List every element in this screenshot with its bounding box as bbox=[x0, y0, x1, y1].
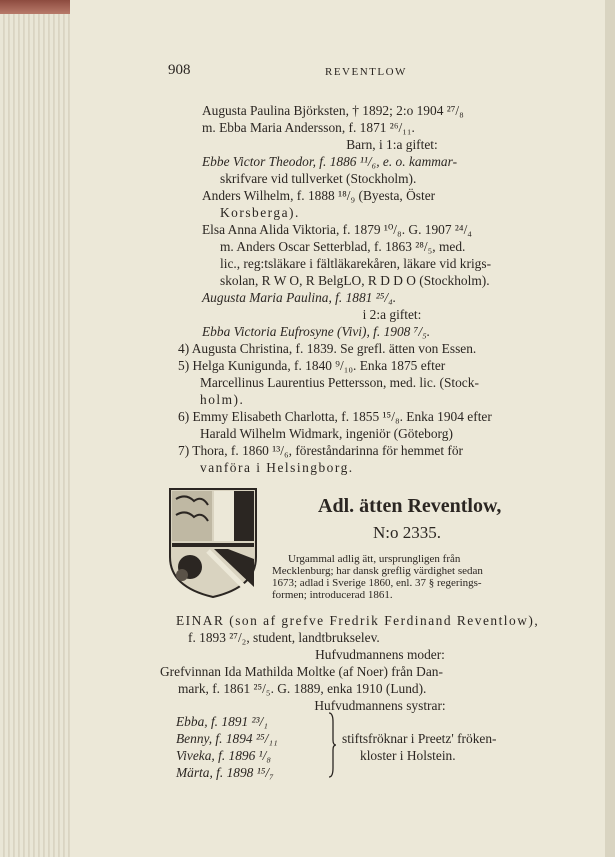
family-title: Adl. ätten Reventlow, bbox=[318, 495, 502, 517]
subheading: Barn, i 1:a giftet: bbox=[346, 137, 438, 152]
sister-entry: Benny, f. 1894 ²⁵/₁₁ bbox=[176, 731, 278, 746]
text-line: m. Ebba Maria Andersson, f. 1871 ²⁶/₁₁. bbox=[202, 120, 415, 135]
text-line: 6) Emmy Elisabeth Charlotta, f. 1855 ¹⁵/₈. Enka 1904 efter bbox=[178, 409, 492, 424]
text-line: 4) Augusta Christina, f. 1839. Se grefl. ätten von Essen. bbox=[178, 341, 477, 356]
coat-of-arms-icon bbox=[168, 487, 258, 599]
text-line: Augusta Paulina Björksten, † 1892; 2:o 1904 ²⁷/₈ bbox=[202, 103, 464, 118]
text-line: Elsa Anna Alida Viktoria, f. 1879 ¹⁰/₈. G. 1907 ²⁴/₄ bbox=[202, 222, 472, 237]
text-line: skrifvare vid tullverket (Stockholm). bbox=[220, 171, 417, 186]
page-number: 908 bbox=[168, 62, 191, 78]
family-number: N:o 2335. bbox=[373, 523, 441, 542]
book-page bbox=[70, 0, 610, 857]
entry-line: EINAR (son af grefve Fredrik Ferdinand Reventlow), bbox=[176, 613, 540, 628]
text-line: 5) Helga Kunigunda, f. 1840 ⁹/₁₀. Enka 1875 efter bbox=[178, 358, 446, 373]
book-page-edges bbox=[0, 0, 70, 857]
entry-line: f. 1893 ²⁷/₂, student, landtbrukselev. bbox=[188, 630, 380, 645]
origin-line: formen; introducerad 1861. bbox=[272, 589, 393, 601]
text-line: Korsberga). bbox=[220, 205, 300, 220]
text-line: Harald Wilhelm Widmark, ingeniör (Göteborg) bbox=[200, 426, 453, 441]
text-line: m. Anders Oscar Setterblad, f. 1863 ²⁸/₅, med. bbox=[220, 239, 466, 254]
origin-line: 1673; adlad i Sverige 1860, enl. 37 § regerings- bbox=[272, 577, 482, 589]
origin-line: Mecklenburg; har dansk greflig värdighet sedan bbox=[272, 565, 483, 577]
sisters-note: kloster i Holstein. bbox=[360, 748, 456, 763]
sister-entry: Märta, f. 1898 ¹⁵/₇ bbox=[176, 765, 274, 780]
text-line: 7) Thora, f. 1860 ¹³/₆, föreståndarinna för hemmet för bbox=[178, 443, 464, 458]
sisters-note: stiftsfröknar i Preetz' fröken- bbox=[342, 731, 497, 746]
book-cover-edge bbox=[0, 0, 70, 14]
origin-line: Urgammal adlig ätt, ursprungligen från bbox=[288, 553, 461, 565]
entry-line: Grefvinnan Ida Mathilda Moltke (af Noer) från Dan- bbox=[160, 664, 443, 679]
page-header bbox=[70, 62, 610, 86]
subheading: i 2:a giftet: bbox=[362, 307, 422, 322]
text-line: Marcellinus Laurentius Pettersson, med. lic. (Stock- bbox=[200, 375, 479, 390]
text-line: Anders Wilhelm, f. 1888 ¹⁸/₉ (Byesta, Öster bbox=[202, 188, 436, 203]
text-line: Ebba Victoria Eufrosyne (Vivi), f. 1908 ⁷/₅. bbox=[202, 324, 431, 339]
text-line: vanföra i Helsingborg. bbox=[200, 460, 354, 475]
brace-icon bbox=[328, 712, 336, 778]
subheading: Hufvudmannens moder: bbox=[315, 647, 445, 662]
entry-line: mark, f. 1861 ²⁵/₅. G. 1889, enka 1910 (Lund). bbox=[178, 681, 427, 696]
page-right-edge bbox=[605, 0, 615, 857]
text-line: holm). bbox=[200, 392, 245, 407]
running-head: REVENTLOW bbox=[325, 66, 407, 78]
text-line: lic., reg:tsläkare i fältläkarekåren, läkare vid krigs- bbox=[220, 256, 492, 271]
sister-entry: Ebba, f. 1891 ²³/₁ bbox=[176, 714, 268, 729]
sister-entry: Viveka, f. 1896 ¹/₈ bbox=[176, 748, 272, 763]
text-line: Augusta Maria Paulina, f. 1881 ²⁵/₄. bbox=[202, 290, 397, 305]
text-line: skolan, R W O, R BelgLO, R D D O (Stockholm). bbox=[220, 273, 490, 288]
subheading: Hufvudmannens systrar: bbox=[314, 698, 446, 713]
text-line: Ebbe Victor Theodor, f. 1886 ¹¹/₆, e. o. kammar- bbox=[202, 154, 458, 169]
